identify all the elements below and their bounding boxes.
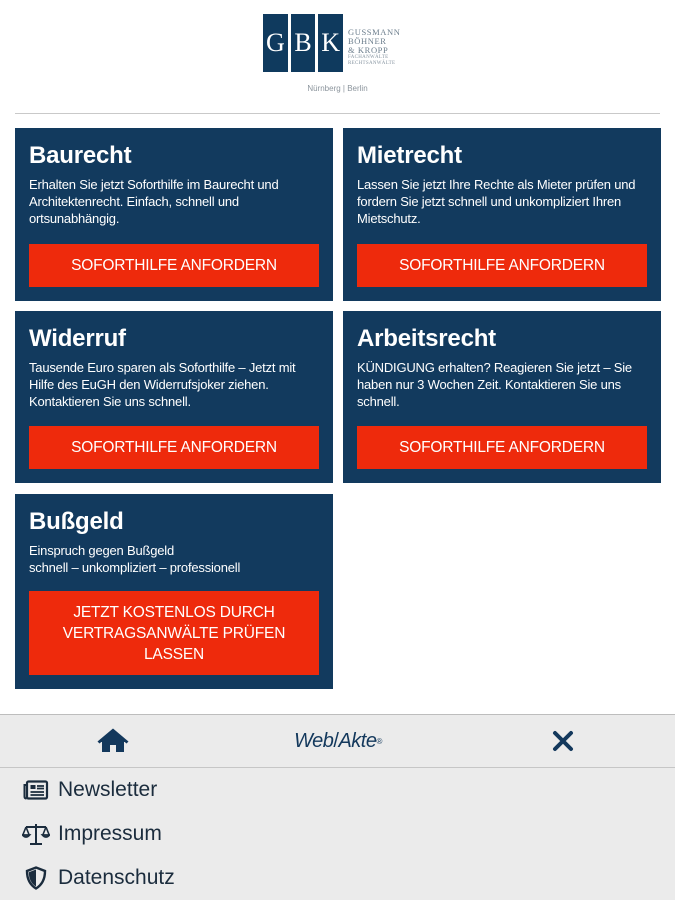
card-text: Erhalten Sie jetzt Soforthilfe im Baurecht und Architektenrecht. Einfach, schnell und ortsunabhängig. xyxy=(29,177,279,226)
logo-line: & KROPP xyxy=(348,45,389,55)
close-button[interactable] xyxy=(548,723,578,759)
logo-line: GUSSMANN xyxy=(348,27,401,37)
registered-mark: ® xyxy=(376,736,382,746)
card-text-line: Einspruch gegen Bußgeld xyxy=(29,543,175,558)
soforthilfe-button[interactable]: SOFORTHILFE ANFORDERN xyxy=(357,426,647,469)
card-title: Mietrecht xyxy=(357,142,462,169)
card-baurecht xyxy=(15,128,333,301)
menu-item-label: Impressum xyxy=(58,822,162,845)
webakte-logo[interactable] xyxy=(283,723,393,759)
card-widerruf xyxy=(15,311,333,483)
card-title: Arbeitsrecht xyxy=(357,325,496,352)
logo-letter: K xyxy=(318,14,343,72)
card-text-line: schnell – unkompliziert – professionell xyxy=(29,560,241,575)
card-text: Tausende Euro sparen als Soforthilfe – Jetzt mit Hilfe des EuGH den Widerrufsjoker ziehen. Kontaktieren Sie uns schnell. xyxy=(29,360,296,409)
card-text: Lassen Sie jetzt Ihre Rechte als Mieter prüfen und fordern Sie jetzt schnell und unkompliziert Ihren Mietschutz. xyxy=(357,177,636,226)
menu-item-label: Datenschutz xyxy=(58,866,175,889)
menu-item-impressum[interactable] xyxy=(22,817,162,851)
home-button[interactable] xyxy=(94,723,132,759)
office-locations: Nürnberg | Berlin xyxy=(307,84,368,93)
toolbar-divider xyxy=(0,767,675,768)
gbk-logo[interactable] xyxy=(263,14,415,76)
close-icon xyxy=(552,730,574,752)
webakte-part: Akte xyxy=(338,729,377,752)
soforthilfe-button[interactable]: SOFORTHILFE ANFORDERN xyxy=(29,426,319,469)
header xyxy=(0,0,675,118)
scales-icon xyxy=(22,821,50,847)
shield-icon xyxy=(22,865,50,891)
logo-firm-name xyxy=(348,28,418,67)
webakte-part: Web xyxy=(294,729,334,752)
soforthilfe-button[interactable]: SOFORTHILFE ANFORDERN xyxy=(357,244,647,287)
card-title: Bußgeld xyxy=(29,508,124,535)
kostenlos-pruefen-button[interactable]: JETZT KOSTENLOS DURCH VERTRAGSANWÄLTE PRÜFEN LASSEN xyxy=(29,591,319,675)
logo-line: FACHANWÄLTE xyxy=(348,55,389,60)
bottom-menu-panel xyxy=(0,714,675,900)
logo-letters xyxy=(263,14,343,72)
menu-item-newsletter[interactable] xyxy=(22,773,157,807)
card-text xyxy=(29,542,319,576)
menu-item-label: Newsletter xyxy=(58,778,158,801)
menu-item-datenschutz[interactable] xyxy=(22,861,175,895)
logo-letter: G xyxy=(263,14,288,72)
card-arbeitsrecht xyxy=(343,311,661,483)
newspaper-icon xyxy=(22,777,50,803)
card-title: Baurecht xyxy=(29,142,132,169)
card-bussgeld xyxy=(15,494,333,689)
bottom-toolbar xyxy=(0,715,675,767)
webakte-slash: / xyxy=(333,729,339,752)
card-title: Widerruf xyxy=(29,325,126,352)
card-text: KÜNDIGUNG erhalten? Reagieren Sie jetzt – Sie haben nur 3 Wochen Zeit. Kontaktieren Sie uns schnell. xyxy=(357,360,632,409)
soforthilfe-button[interactable]: SOFORTHILFE ANFORDERN xyxy=(29,244,319,287)
logo-letter: B xyxy=(291,14,316,72)
logo-line: BÖHNER xyxy=(348,36,387,46)
header-divider xyxy=(15,113,660,114)
card-mietrecht xyxy=(343,128,661,301)
home-icon xyxy=(97,728,129,754)
logo-line: RECHTSANWÄLTE xyxy=(348,61,396,66)
